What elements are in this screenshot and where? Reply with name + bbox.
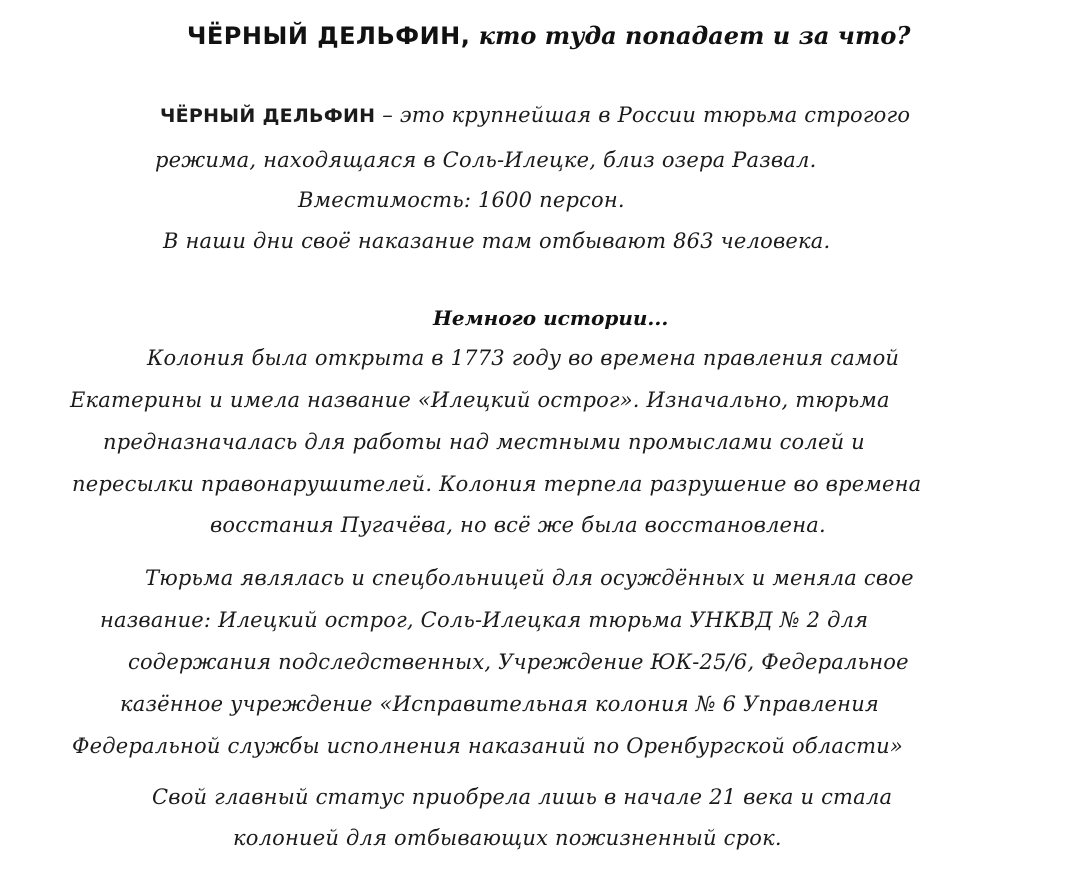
history-p2-line-4: казённое учреждение «Исправительная колония № 6 Управления — [120, 692, 880, 716]
page-title — [187, 20, 910, 52]
history-p1-line-1: Колония была открыта в 1773 году во времена правления самой — [147, 346, 900, 370]
history-p1-line-5: восстания Пугачёва, но всё же была восстановлена. — [210, 513, 826, 537]
history-p2-line-5: Федеральной службы исполнения наказаний по Оренбургской области» — [72, 734, 903, 758]
history-p3-line-1: Свой главный статус приобрела лишь в начале 21 века и стала — [152, 785, 893, 809]
title-question: кто туда попадает и за что? — [470, 21, 911, 50]
history-p1-line-4: пересылки правонарушителей. Колония терпела разрушение во времена — [72, 472, 922, 496]
history-p3-line-2: колонией для отбывающих пожизненный срок. — [233, 826, 782, 850]
history-p2-line-3: содержания подследственных, Учреждение ЮК-25/6, Федеральное — [128, 650, 909, 674]
intro-line-1-rest: – это крупнейшая в России тюрьма строгого — [375, 103, 911, 127]
intro-line-2: режима, находящаяся в Соль-Илецке, близ озера Развал. — [155, 148, 817, 172]
intro-current-inmates: В наши дни своё наказание там отбывают 863 человека. — [163, 229, 831, 253]
history-p2-line-1: Тюрьма являлась и спецбольницей для осуждённых и меняла свое — [145, 566, 914, 590]
history-p1-line-3: предназначалась для работы над местными промыслами солей и — [103, 430, 865, 454]
intro-line-1 — [160, 100, 910, 131]
history-p2-line-2: название: Илецкий острог, Соль-Илецкая тюрьма УНКВД № 2 для — [100, 608, 869, 632]
history-p1-line-2: Екатерины и имела название «Илецкий острог». Изначально, тюрьма — [70, 388, 890, 412]
intro-lead-caps: ЧЁРНЫЙ ДЕЛЬФИН — [160, 105, 376, 127]
title-caps: ЧЁРНЫЙ ДЕЛЬФИН, — [187, 22, 471, 50]
intro-capacity: Вместимость: 1600 персон. — [298, 188, 625, 212]
history-heading: Немного истории... — [433, 306, 669, 330]
